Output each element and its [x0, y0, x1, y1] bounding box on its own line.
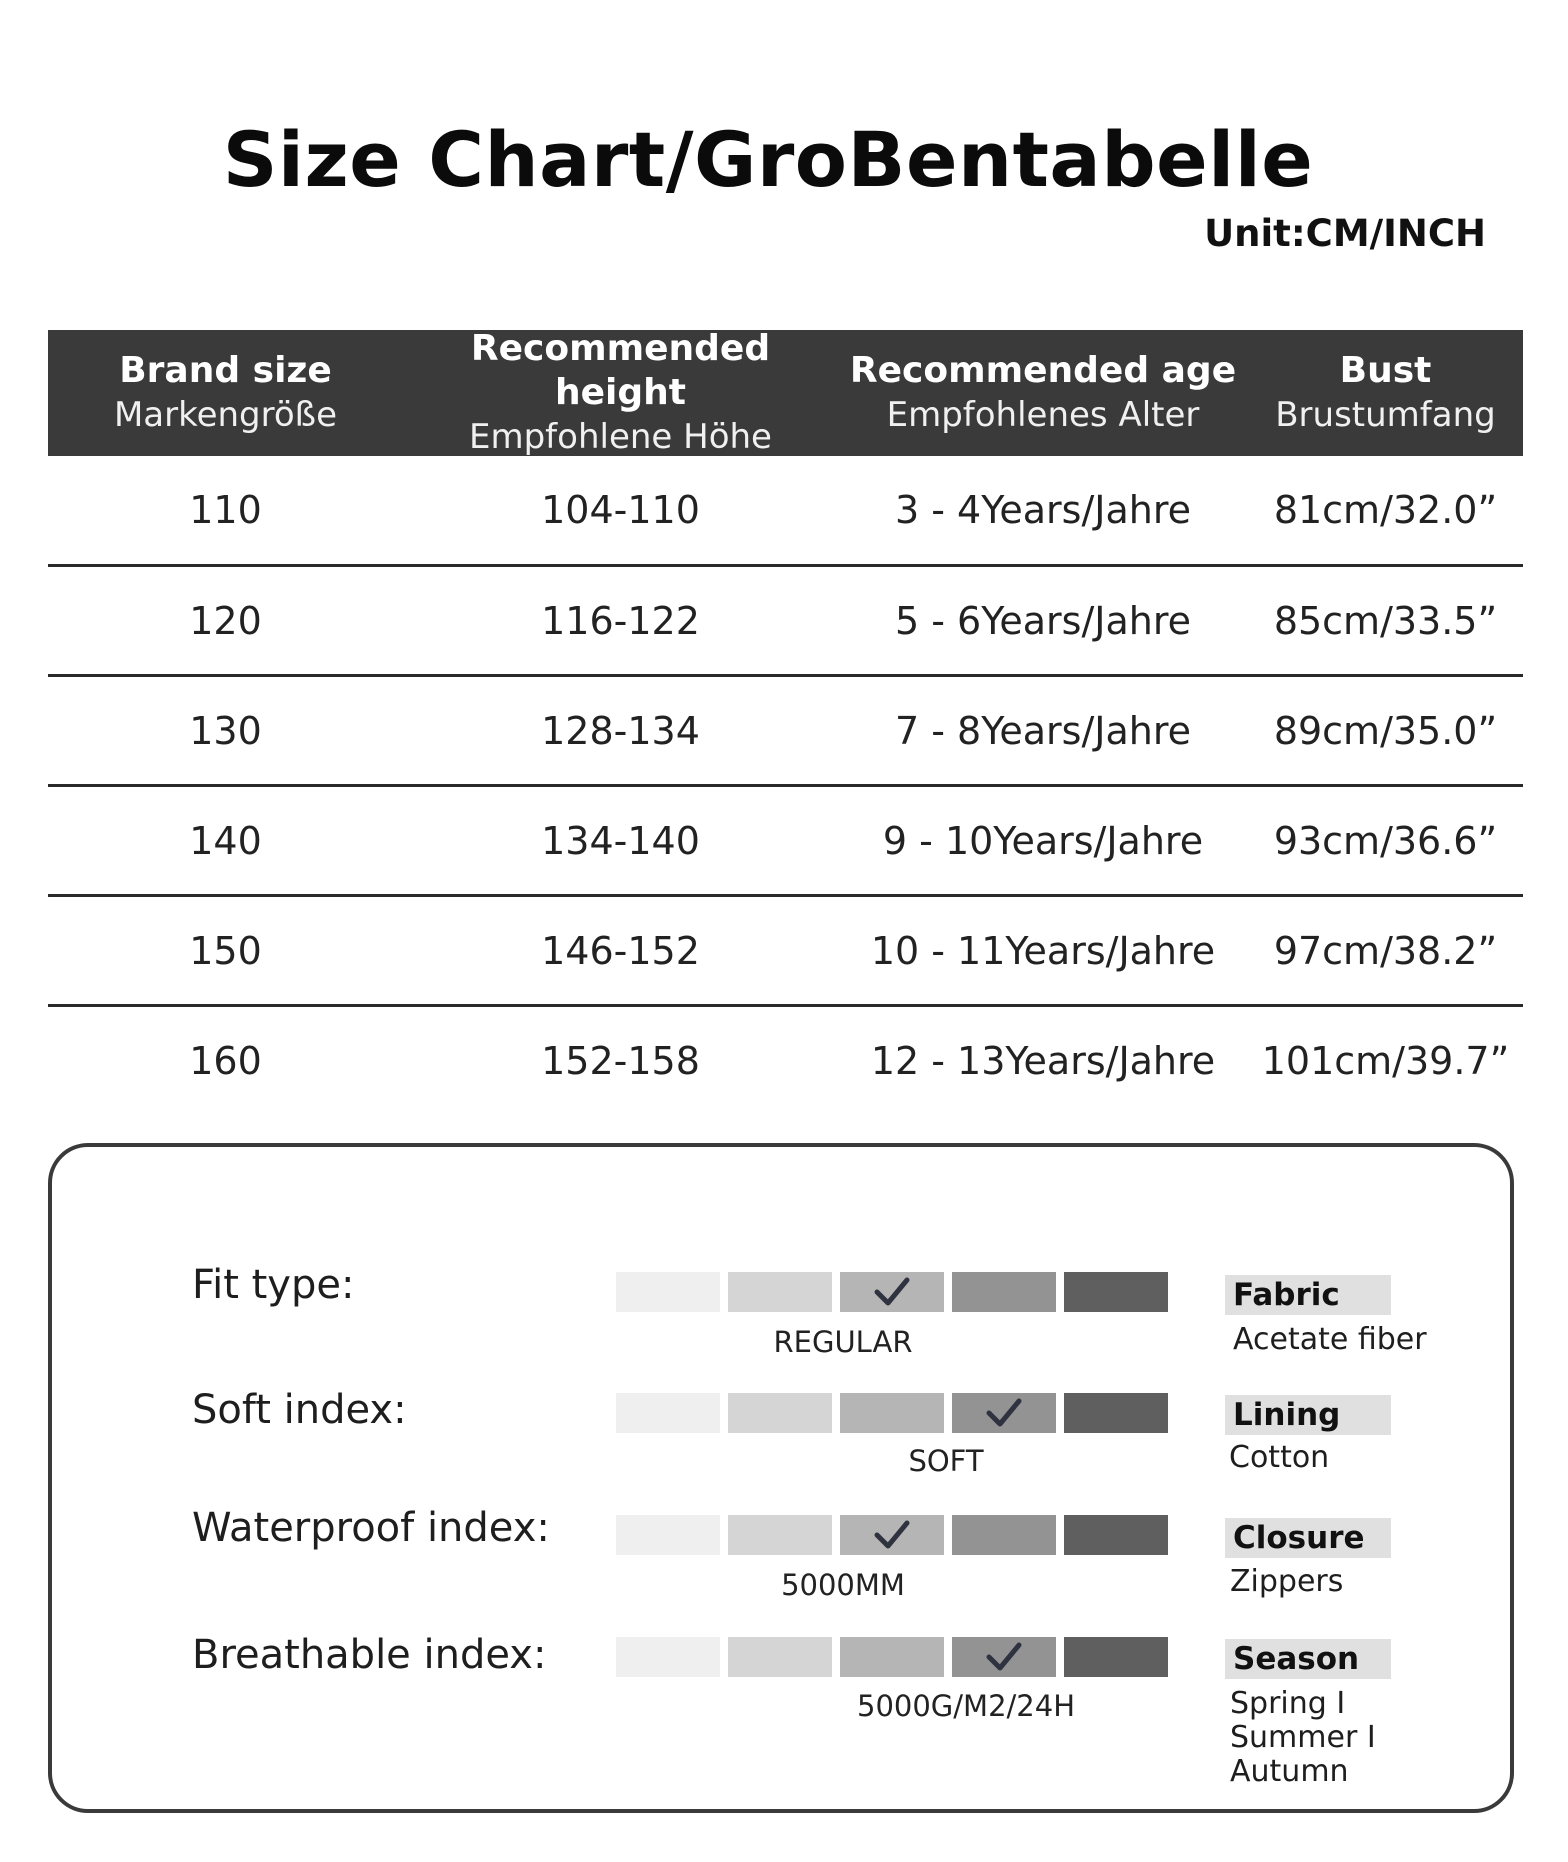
cell-bust: 93cm/36.6” [1273, 818, 1498, 863]
product-attributes-panel [48, 1143, 1514, 1813]
header-label: Brand size [119, 350, 332, 391]
scale-segment [616, 1515, 720, 1555]
table-row [48, 456, 1523, 567]
scale-segment [728, 1515, 832, 1555]
scale-segment [728, 1393, 832, 1433]
header-bust [1248, 349, 1523, 437]
scale-segment [840, 1515, 944, 1555]
cell-bust: 85cm/33.5” [1273, 598, 1498, 643]
table-header [48, 330, 1523, 456]
cell-brand-size: 130 [189, 708, 262, 753]
check-icon [985, 1395, 1023, 1431]
table-row [48, 897, 1523, 1007]
fabric-value: Acetate fiber [1233, 1322, 1427, 1357]
soft-index-label: Soft index: [192, 1387, 407, 1433]
cell-age: 9 - 10Years/Jahre [882, 818, 1204, 863]
closure-heading: Closure [1225, 1518, 1391, 1558]
waterproof-index-scale [616, 1515, 1168, 1555]
scale-segment [728, 1637, 832, 1677]
scale-segment [728, 1272, 832, 1312]
cell-height: 128-134 [541, 708, 700, 753]
season-heading: Season [1225, 1639, 1391, 1679]
cell-brand-size: 120 [189, 598, 262, 643]
cell-height: 146-152 [541, 928, 700, 973]
fabric-heading: Fabric [1225, 1275, 1391, 1315]
cell-age: 12 - 13Years/Jahre [870, 1038, 1216, 1083]
cell-height: 134-140 [541, 818, 700, 863]
cell-bust: 101cm/39.7” [1261, 1038, 1510, 1083]
header-label: Recommended age [849, 350, 1237, 391]
fit-type-label: Fit type: [192, 1262, 355, 1308]
scale-segment [952, 1637, 1056, 1677]
scale-segment [1064, 1393, 1168, 1433]
header-sublabel: Empfohlenes Alter [886, 395, 1200, 435]
cell-age: 3 - 4Years/Jahre [894, 488, 1192, 532]
fit-type-caption: REGULAR [773, 1325, 913, 1359]
scale-segment [952, 1272, 1056, 1312]
cell-age: 5 - 6Years/Jahre [894, 598, 1192, 643]
cell-bust: 89cm/35.0” [1273, 708, 1498, 753]
cell-brand-size: 140 [189, 818, 262, 863]
cell-height: 152-158 [541, 1038, 700, 1083]
scale-segment [840, 1637, 944, 1677]
fit-type-scale [616, 1272, 1168, 1312]
header-label: Bust [1339, 350, 1432, 391]
header-label: Recommended height [470, 328, 771, 413]
unit-label: Unit:CM/INCH [1204, 212, 1486, 255]
header-sublabel: Markengröße [113, 395, 338, 435]
soft-index-caption: SOFT [908, 1444, 984, 1478]
waterproof-index-caption: 5000MM [781, 1568, 905, 1602]
cell-age: 10 - 11Years/Jahre [870, 928, 1216, 973]
lining-value: Cotton [1229, 1440, 1330, 1475]
table-row [48, 787, 1523, 897]
scale-segment [840, 1272, 944, 1312]
cell-bust: 81cm/32.0” [1273, 488, 1498, 532]
breathable-index-caption: 5000G/M2/24H [857, 1689, 1075, 1723]
scale-segment [840, 1393, 944, 1433]
scale-segment [616, 1272, 720, 1312]
header-sublabel: Empfohlene Höhe [469, 417, 772, 457]
header-sublabel: Brustumfang [1275, 395, 1496, 435]
cell-bust: 97cm/38.2” [1273, 928, 1498, 973]
cell-height: 116-122 [541, 598, 700, 643]
table-body [48, 456, 1523, 1114]
check-icon [985, 1639, 1023, 1675]
lining-heading: Lining [1225, 1395, 1391, 1435]
cell-brand-size: 160 [189, 1038, 262, 1083]
soft-index-scale [616, 1393, 1168, 1433]
cell-brand-size: 150 [189, 928, 262, 973]
scale-segment [1064, 1272, 1168, 1312]
page-title: Size Chart/GroBentabelle [222, 115, 1314, 204]
header-brand-size [48, 349, 403, 437]
season-value: Spring I Summer I Autumn [1230, 1686, 1376, 1789]
breathable-index-scale [616, 1637, 1168, 1677]
check-icon [873, 1274, 911, 1310]
scale-segment [616, 1637, 720, 1677]
scale-segment [952, 1393, 1056, 1433]
breathable-index-label: Breathable index: [192, 1632, 547, 1678]
table-row [48, 567, 1523, 677]
table-row [48, 677, 1523, 787]
size-table [48, 330, 1523, 1114]
scale-segment [1064, 1515, 1168, 1555]
scale-segment [616, 1393, 720, 1433]
header-recommended-age [838, 349, 1248, 437]
scale-segment [952, 1515, 1056, 1555]
scale-segment [1064, 1637, 1168, 1677]
header-recommended-height [403, 327, 838, 459]
waterproof-index-label: Waterproof index: [192, 1505, 550, 1551]
closure-value: Zippers [1230, 1564, 1344, 1599]
check-icon [873, 1517, 911, 1553]
cell-height: 104-110 [541, 488, 700, 532]
table-row [48, 1007, 1523, 1114]
cell-age: 7 - 8Years/Jahre [894, 708, 1192, 753]
cell-brand-size: 110 [189, 488, 262, 532]
